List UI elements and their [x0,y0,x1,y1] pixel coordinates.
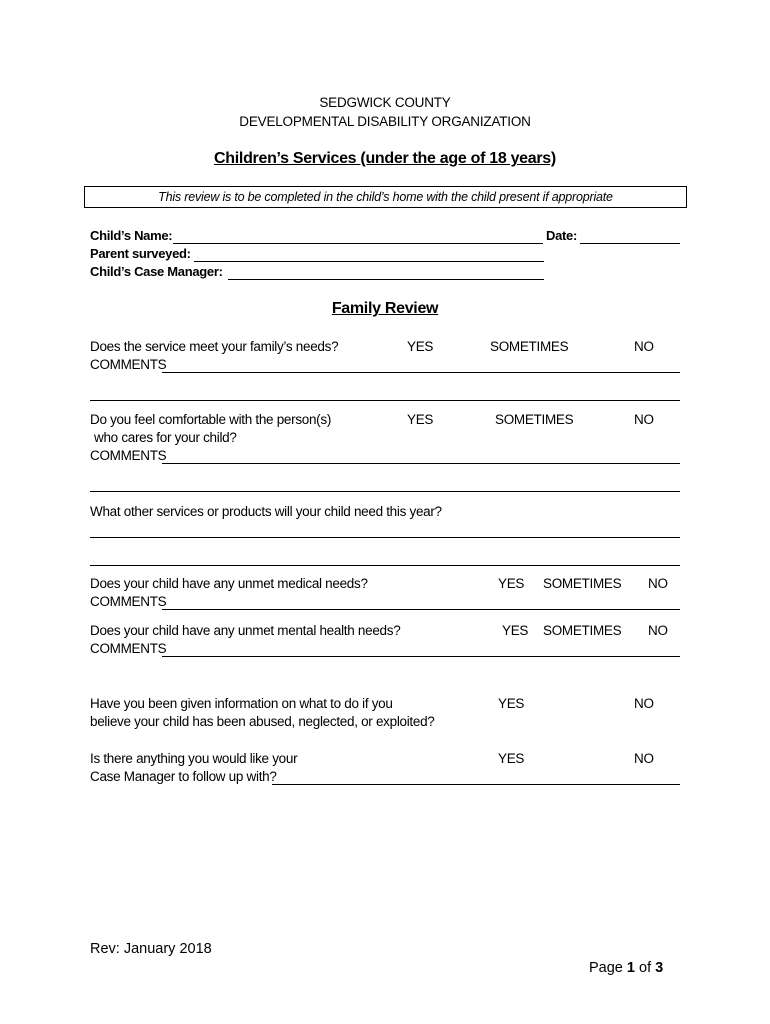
parent-surveyed-label: Parent surveyed: [90,246,191,261]
page-total: 3 [655,960,664,976]
option-yes[interactable]: YES [407,339,434,354]
form-title: Children’s Services (under the age of 18 years) [214,150,556,167]
follow-up-field[interactable] [272,784,680,785]
option-yes[interactable]: YES [407,412,434,427]
question-follow-up: Is there anything you would like your [90,751,298,766]
option-no[interactable]: NO [648,576,668,591]
comments-label: COMMENTS [90,594,167,609]
child-name-label: Child’s Name: [90,228,173,243]
question-medical-needs: Does your child have any unmet medical needs? [90,576,368,591]
comments-label: COMMENTS [90,448,167,463]
question-mental-health-needs: Does your child have any unmet mental health needs? [90,623,401,638]
comments-label: COMMENTS [90,641,167,656]
option-sometimes[interactable]: SOMETIMES [495,412,574,427]
comments-field[interactable] [162,463,680,464]
page-current: 1 [626,960,635,976]
question-comfortable-caregiver-cont: who cares for your child? [94,430,237,445]
question-follow-up-cont: Case Manager to follow up with? [90,769,277,784]
child-name-field[interactable] [173,243,543,244]
option-yes[interactable]: YES [502,623,529,638]
answer-line[interactable] [90,565,680,566]
page-number [589,960,663,976]
comments-field[interactable] [162,656,680,657]
question-service-needs: Does the service meet your family’s needs? [90,339,339,354]
option-sometimes[interactable]: SOMETIMES [543,576,622,591]
option-yes[interactable]: YES [498,696,525,711]
comments-field[interactable] [90,491,680,492]
option-yes[interactable]: YES [498,576,525,591]
case-manager-label: Child’s Case Manager: [90,264,223,279]
date-label: Date: [546,228,578,243]
comments-label: COMMENTS [90,357,167,372]
page-label: Page [589,960,623,976]
option-no[interactable]: NO [634,751,654,766]
page-of: of [639,960,652,976]
option-no[interactable]: NO [648,623,668,638]
revision-date: Rev: January 2018 [90,941,212,957]
comments-field[interactable] [90,400,680,401]
question-other-services: What other services or products will your child need this year? [90,504,442,519]
comments-field[interactable] [162,372,680,373]
question-abuse-information: Have you been given information on what to do if you [90,696,393,711]
answer-line[interactable] [90,537,680,538]
option-no[interactable]: NO [634,696,654,711]
comments-field[interactable] [162,609,680,610]
county-heading: SEDGWICK COUNTY [319,95,451,110]
instruction-box: This review is to be completed in the child’s home with the child present if appropriate [84,186,687,208]
organization-heading: DEVELOPMENTAL DISABILITY ORGANIZATION [239,114,531,129]
option-sometimes[interactable]: SOMETIMES [543,623,622,638]
question-comfortable-caregiver: Do you feel comfortable with the person(s) [90,412,332,427]
option-no[interactable]: NO [634,339,654,354]
option-sometimes[interactable]: SOMETIMES [490,339,569,354]
section-title: Family Review [331,300,439,317]
case-manager-field[interactable] [228,279,544,280]
parent-surveyed-field[interactable] [194,261,544,262]
option-no[interactable]: NO [634,412,654,427]
question-abuse-information-cont: believe your child has been abused, neglected, or exploited? [90,714,435,729]
date-field[interactable] [580,243,680,244]
option-yes[interactable]: YES [498,751,525,766]
